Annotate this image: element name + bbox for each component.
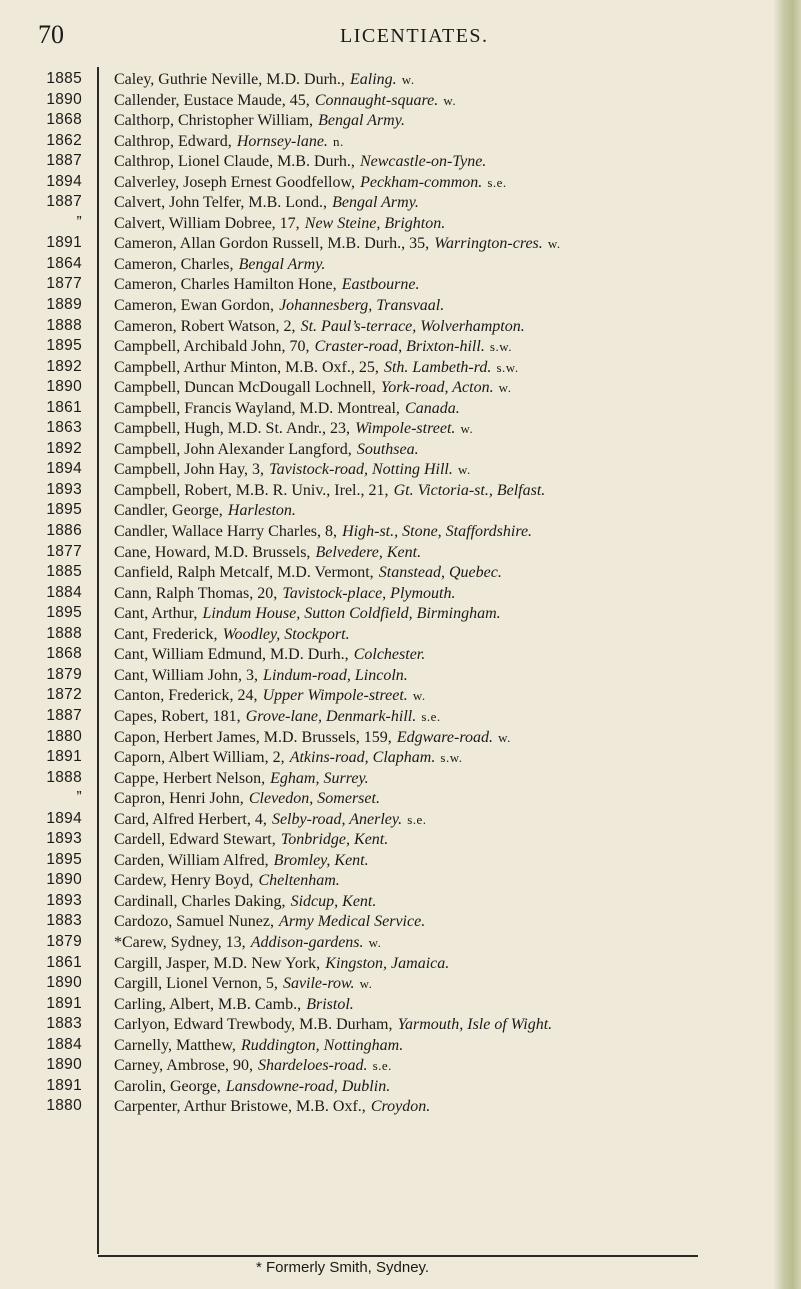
entry-name: Carolin, George, [114, 1077, 221, 1095]
list-item [0, 583, 801, 604]
entry-name: Candler, Wallace Harry Charles, 8, [114, 523, 338, 541]
entry-name: Candler, George, [114, 502, 223, 520]
entry-address: Woodley, Stockport. [222, 625, 350, 643]
entry-text [114, 603, 772, 625]
entry-address: Canada. [405, 399, 460, 417]
entry-text [114, 213, 772, 235]
entry-year: 1890 [46, 871, 82, 889]
list-item [0, 357, 801, 378]
entry-year: ” [76, 213, 82, 231]
entry-year: 1879 [46, 932, 82, 950]
entry-name: Campbell, Arthur Minton, M.B. Oxf., 25, [114, 358, 379, 376]
entry-address: Bristol. [306, 995, 354, 1013]
entry-year: 1891 [46, 234, 82, 252]
entry-text [114, 377, 772, 399]
entry-district: w. [412, 688, 426, 704]
list-item [0, 624, 801, 645]
entry-text [114, 1076, 772, 1098]
entry-year: 1895 [46, 850, 82, 868]
list-item [0, 213, 801, 234]
entry-address: Tavistock-place, Plymouth. [282, 584, 456, 602]
entry-year: 1892 [46, 357, 82, 375]
entry-year: 1894 [46, 460, 82, 478]
list-item [0, 829, 801, 850]
entry-district: s.w. [489, 339, 513, 355]
entry-address: Army Medical Service. [279, 913, 426, 931]
list-item [0, 788, 801, 809]
list-item [0, 172, 801, 193]
entry-text [114, 172, 772, 194]
entry-text [114, 192, 772, 214]
entry-address: Cheltenham. [258, 872, 340, 890]
list-item [0, 953, 801, 974]
entry-year: 1868 [46, 645, 82, 663]
entry-year: 1885 [46, 563, 82, 581]
list-item [0, 747, 801, 768]
entry-text [114, 644, 772, 666]
entry-district: w. [368, 934, 382, 950]
entry-text [114, 706, 772, 728]
entry-address: Peckham-common. [360, 173, 483, 191]
list-item [0, 1076, 801, 1097]
entry-year: 1895 [46, 501, 82, 519]
list-item [0, 295, 801, 316]
entry-address: Warrington-cres. [434, 235, 543, 253]
list-item [0, 151, 801, 172]
entry-text [114, 809, 772, 831]
entry-name: Cant, Arthur, [114, 605, 198, 623]
entry-text [114, 768, 772, 790]
entry-name: Cardew, Henry Boyd, [114, 872, 254, 890]
entry-address: Yarmouth, Isle of Wight. [397, 1016, 553, 1034]
entry-name: Cameron, Ewan Gordon, [114, 297, 274, 315]
entry-year: 1891 [46, 748, 82, 766]
entry-name: Cardozo, Samuel Nunez, [114, 913, 274, 931]
entry-address: Tonbridge, Kent. [280, 831, 389, 849]
entry-year: ” [76, 789, 82, 807]
entry-address: Southsea. [356, 440, 419, 458]
entry-name: Cant, William Edmund, M.D. Durh., [114, 646, 349, 664]
list-item [0, 850, 801, 871]
entry-name: Cargill, Lionel Vernon, 5, [114, 975, 278, 993]
list-item [0, 665, 801, 686]
entry-name: Carlyon, Edward Trewbody, M.B. Durham, [114, 1016, 393, 1034]
entry-name: Cameron, Charles Hamilton Hone, [114, 276, 337, 294]
entry-text [114, 316, 772, 338]
entry-year: 1883 [46, 1015, 82, 1033]
entry-address: Addison-gardens. [250, 933, 364, 951]
entry-year: 1893 [46, 480, 82, 498]
entry-text [114, 1096, 772, 1118]
entry-address: Savile-row. [282, 975, 355, 993]
entry-year: 1887 [46, 706, 82, 724]
entry-address: Hornsey-lane. [236, 132, 328, 150]
entry-text [114, 357, 772, 379]
entry-address: Belvedere, Kent. [315, 543, 422, 561]
entry-text [114, 685, 772, 707]
entry-text [114, 69, 772, 91]
entry-text [114, 480, 772, 502]
entry-name: Campbell, John Alexander Langford, [114, 440, 352, 458]
footnote: * Formerly Smith, Sydney. [256, 1259, 430, 1276]
entry-address: Bengal Army. [318, 112, 405, 130]
list-item [0, 706, 801, 727]
entry-address: Sidcup, Kent. [290, 892, 377, 910]
entry-year: 1886 [46, 522, 82, 540]
entry-address: Clevedon, Somerset. [248, 790, 380, 808]
list-item [0, 685, 801, 706]
entry-name: Calvert, John Telfer, M.B. Lond., [114, 194, 328, 212]
list-item [0, 891, 801, 912]
entry-district: s.e. [421, 708, 441, 724]
page-header [0, 20, 801, 50]
entry-text [114, 1055, 772, 1077]
list-item [0, 644, 801, 665]
entry-text [114, 953, 772, 975]
entry-text [114, 131, 772, 153]
entry-name: Campbell, Archibald John, 70, [114, 338, 310, 356]
list-item [0, 911, 801, 932]
page-number: 70 [38, 20, 64, 49]
entry-text [114, 665, 772, 687]
list-item [0, 768, 801, 789]
list-item [0, 542, 801, 563]
list-item [0, 1096, 801, 1117]
entry-name: *Carew, Sydney, 13, [114, 933, 246, 951]
entry-year: 1895 [46, 337, 82, 355]
entry-address: Bengal Army. [332, 194, 419, 212]
entry-address: Shardeloes-road. [258, 1057, 368, 1075]
entry-name: Cant, William John, 3, [114, 666, 258, 684]
list-item [0, 932, 801, 953]
entry-name: Carnelly, Matthew, [114, 1036, 236, 1054]
entry-year: 1863 [46, 419, 82, 437]
entry-text [114, 233, 772, 255]
entry-district: s.e. [487, 174, 507, 190]
list-item [0, 603, 801, 624]
entry-name: Canton, Frederick, 24, [114, 687, 258, 705]
entry-text [114, 542, 772, 564]
list-item [0, 809, 801, 830]
list-item [0, 131, 801, 152]
entry-address: St. Paul’s-terrace, Wolverhampton. [300, 317, 525, 335]
entry-name: Calvert, William Dobree, 17, [114, 214, 300, 232]
entry-name: Calverley, Joseph Ernest Goodfellow, [114, 173, 355, 191]
entry-text [114, 624, 772, 646]
footnote-rule [98, 1255, 698, 1257]
entry-text [114, 994, 772, 1016]
entry-address: Atkins-road, Clapham. [289, 749, 436, 767]
entry-name: Caley, Guthrie Neville, M.D. Durh., [114, 71, 345, 88]
entry-address: Tavistock-road, Notting Hill. [269, 461, 453, 479]
entry-text [114, 398, 772, 420]
entry-name: Calthorp, Christopher William, [114, 112, 314, 130]
entry-year: 1877 [46, 542, 82, 560]
entry-year: 1888 [46, 624, 82, 642]
entry-year: 1887 [46, 152, 82, 170]
entry-address: Craster-road, Brixton-hill. [314, 338, 485, 356]
entry-address: New Steine, Brighton. [304, 214, 446, 232]
entry-year: 1864 [46, 254, 82, 272]
entry-district: s.e. [407, 811, 427, 827]
entry-name: Cardinall, Charles Daking, [114, 892, 286, 910]
list-item [0, 994, 801, 1015]
list-item [0, 500, 801, 521]
entry-name: Campbell, Francis Wayland, M.D. Montreal, [114, 399, 400, 417]
entry-address: Bromley, Kent. [273, 851, 369, 869]
entry-address: Lindum House, Sutton Coldfield, Birmingham. [202, 605, 501, 623]
entry-year: 1890 [46, 1056, 82, 1074]
entry-address: Bengal Army. [238, 255, 326, 273]
entry-district: w. [457, 462, 471, 478]
entry-address: Sth. Lambeth-rd. [383, 358, 492, 376]
entry-text [114, 110, 772, 132]
entry-name: Canfield, Ralph Metcalf, M.D. Vermont, [114, 564, 374, 582]
entry-name: Cane, Howard, M.D. Brussels, [114, 543, 311, 561]
entry-text [114, 911, 772, 933]
entry-name: Capes, Robert, 181, [114, 707, 241, 725]
entry-district: n. [333, 133, 344, 149]
entry-text [114, 788, 772, 810]
entry-address: Colchester. [353, 646, 426, 664]
entry-text [114, 336, 772, 358]
list-item [0, 254, 801, 275]
entry-text [114, 870, 772, 892]
entry-name: Cameron, Allan Gordon Russell, M.B. Durh., 35, [114, 235, 430, 253]
entry-name: Cann, Ralph Thomas, 20, [114, 584, 278, 602]
entry-district: s.w. [496, 359, 519, 375]
entry-text [114, 747, 772, 769]
entry-year: 1891 [46, 1076, 82, 1094]
list-item [0, 727, 801, 748]
entry-district: w. [460, 421, 474, 437]
entry-text [114, 727, 772, 749]
list-item [0, 90, 801, 111]
entry-name: Cargill, Jasper, M.D. New York, [114, 954, 321, 972]
entry-year: 1861 [46, 398, 82, 416]
entry-name: Carney, Ambrose, 90, [114, 1057, 253, 1075]
entry-text [114, 932, 772, 954]
entry-year: 1872 [46, 686, 82, 704]
entry-text [114, 418, 772, 440]
entry-address: Selby-road, Anerley. [271, 810, 403, 828]
entry-text [114, 459, 772, 481]
entry-text [114, 295, 772, 317]
entry-year: 1885 [46, 70, 82, 87]
entry-name: Callender, Eustace Maude, 45, [114, 91, 310, 109]
list-item [0, 480, 801, 501]
list-item [0, 110, 801, 131]
list-item [0, 973, 801, 994]
entry-district: s.w. [440, 750, 463, 766]
entry-text [114, 891, 772, 913]
entry-name: Card, Alfred Herbert, 4, [114, 810, 267, 828]
entry-text [114, 562, 772, 584]
entry-name: Cappe, Herbert Nelson, [114, 769, 266, 787]
entry-year: 1880 [46, 1097, 82, 1115]
entry-year: 1890 [46, 90, 82, 108]
entry-year: 1888 [46, 316, 82, 334]
entry-address: Ealing. [350, 71, 397, 88]
entry-name: Cardell, Edward Stewart, [114, 831, 276, 849]
entry-address: Croydon. [370, 1098, 431, 1116]
entry-name: Carden, William Alfred, [114, 851, 269, 869]
entry-text [114, 151, 772, 173]
entry-name: Campbell, John Hay, 3, [114, 461, 265, 479]
entry-address: Lansdowne-road, Dublin. [225, 1077, 391, 1095]
entry-address: Harleston. [227, 502, 296, 520]
entry-year: 1884 [46, 1035, 82, 1053]
entry-address: York-road, Acton. [380, 379, 494, 397]
entry-text [114, 521, 772, 543]
entry-year: 1868 [46, 111, 82, 129]
entry-name: Calthrop, Lionel Claude, M.B. Durh., [114, 153, 355, 171]
entry-name: Campbell, Robert, M.B. R. Univ., Irel., 21, [114, 481, 389, 499]
entry-district: w. [498, 380, 512, 396]
list-item [0, 459, 801, 480]
entry-address: Newcastle-on-Tyne. [359, 153, 487, 171]
entry-address: Gt. Victoria-st., Belfast. [393, 481, 546, 499]
list-item [0, 336, 801, 357]
entry-address: High-st., Stone, Staffordshire. [342, 523, 533, 541]
entry-name: Campbell, Hugh, M.D. St. Andr., 23, [114, 420, 351, 438]
list-item [0, 418, 801, 439]
entry-text [114, 274, 772, 296]
entry-text [114, 850, 772, 872]
entry-text [114, 500, 772, 522]
list-item [0, 233, 801, 254]
entry-text [114, 254, 772, 276]
entry-year: 1894 [46, 172, 82, 190]
entry-name: Carling, Albert, M.B. Camb., [114, 995, 302, 1013]
entry-year: 1879 [46, 665, 82, 683]
entry-year: 1890 [46, 378, 82, 396]
entry-year: 1889 [46, 296, 82, 314]
entry-name: Caporn, Albert William, 2, [114, 749, 285, 767]
entry-text [114, 1035, 772, 1057]
entry-district: w. [443, 92, 457, 108]
entry-year: 1893 [46, 830, 82, 848]
list-item [0, 1055, 801, 1076]
entry-address: Grove-lane, Denmark-hill. [245, 707, 417, 725]
running-head: LICENTIATES. [340, 25, 489, 47]
list-item [0, 439, 801, 460]
entry-district: w. [401, 72, 415, 87]
entry-text [114, 439, 772, 461]
entry-name: Cant, Frederick, [114, 625, 218, 643]
entry-year: 1862 [46, 131, 82, 149]
entry-name: Carpenter, Arthur Bristowe, M.B. Oxf., [114, 1098, 366, 1116]
entry-name: Campbell, Duncan McDougall Lochnell, [114, 379, 376, 397]
entry-name: Capon, Herbert James, M.D. Brussels, 159, [114, 728, 392, 746]
list-item [0, 192, 801, 213]
entry-year: 1887 [46, 193, 82, 211]
entry-year: 1888 [46, 768, 82, 786]
entry-address: Connaught-square. [314, 91, 439, 109]
list-item [0, 316, 801, 337]
entry-text [114, 90, 772, 112]
list-item [0, 377, 801, 398]
entry-year: 1895 [46, 604, 82, 622]
entry-name: Cameron, Robert Watson, 2, [114, 317, 296, 335]
entry-text [114, 829, 772, 851]
list-item [0, 521, 801, 542]
list-item [0, 274, 801, 295]
entry-year: 1892 [46, 439, 82, 457]
entry-address: Johannesberg, Transvaal. [279, 297, 445, 315]
entry-year: 1890 [46, 974, 82, 992]
entry-address: Wimpole-street. [355, 420, 456, 438]
entry-year: 1877 [46, 275, 82, 293]
entry-year: 1861 [46, 953, 82, 971]
entry-name: Cameron, Charles, [114, 255, 234, 273]
entry-year: 1891 [46, 994, 82, 1012]
list-item [0, 562, 801, 583]
list-item [0, 398, 801, 419]
entry-address: Lindum-road, Lincoln. [263, 666, 408, 684]
entry-list [0, 69, 801, 1117]
entry-address: Egham, Surrey. [270, 769, 369, 787]
list-item [0, 69, 801, 90]
entry-text [114, 1014, 772, 1036]
entry-text [114, 973, 772, 995]
entry-district: w. [359, 976, 373, 992]
list-item [0, 1035, 801, 1056]
entry-year: 1883 [46, 912, 82, 930]
entry-district: w. [547, 236, 561, 252]
entry-year: 1894 [46, 809, 82, 827]
entry-name: Capron, Henri John, [114, 790, 244, 808]
entry-address: Stanstead, Quebec. [378, 564, 502, 582]
entry-address: Kingston, Jamaica. [325, 954, 450, 972]
entry-address: Ruddington, Nottingham. [240, 1036, 404, 1054]
entry-name: Calthrop, Edward, [114, 132, 232, 150]
entry-year: 1880 [46, 727, 82, 745]
entry-year: 1893 [46, 891, 82, 909]
entry-district: w. [498, 729, 511, 745]
entry-text [114, 583, 772, 605]
entry-address: Upper Wimpole-street. [262, 687, 408, 705]
entry-district: s.e. [372, 1058, 392, 1074]
entry-year: 1884 [46, 583, 82, 601]
list-item [0, 870, 801, 891]
entry-address: Edgware-road. [396, 728, 493, 746]
list-item [0, 1014, 801, 1035]
entry-address: Eastbourne. [341, 276, 420, 294]
